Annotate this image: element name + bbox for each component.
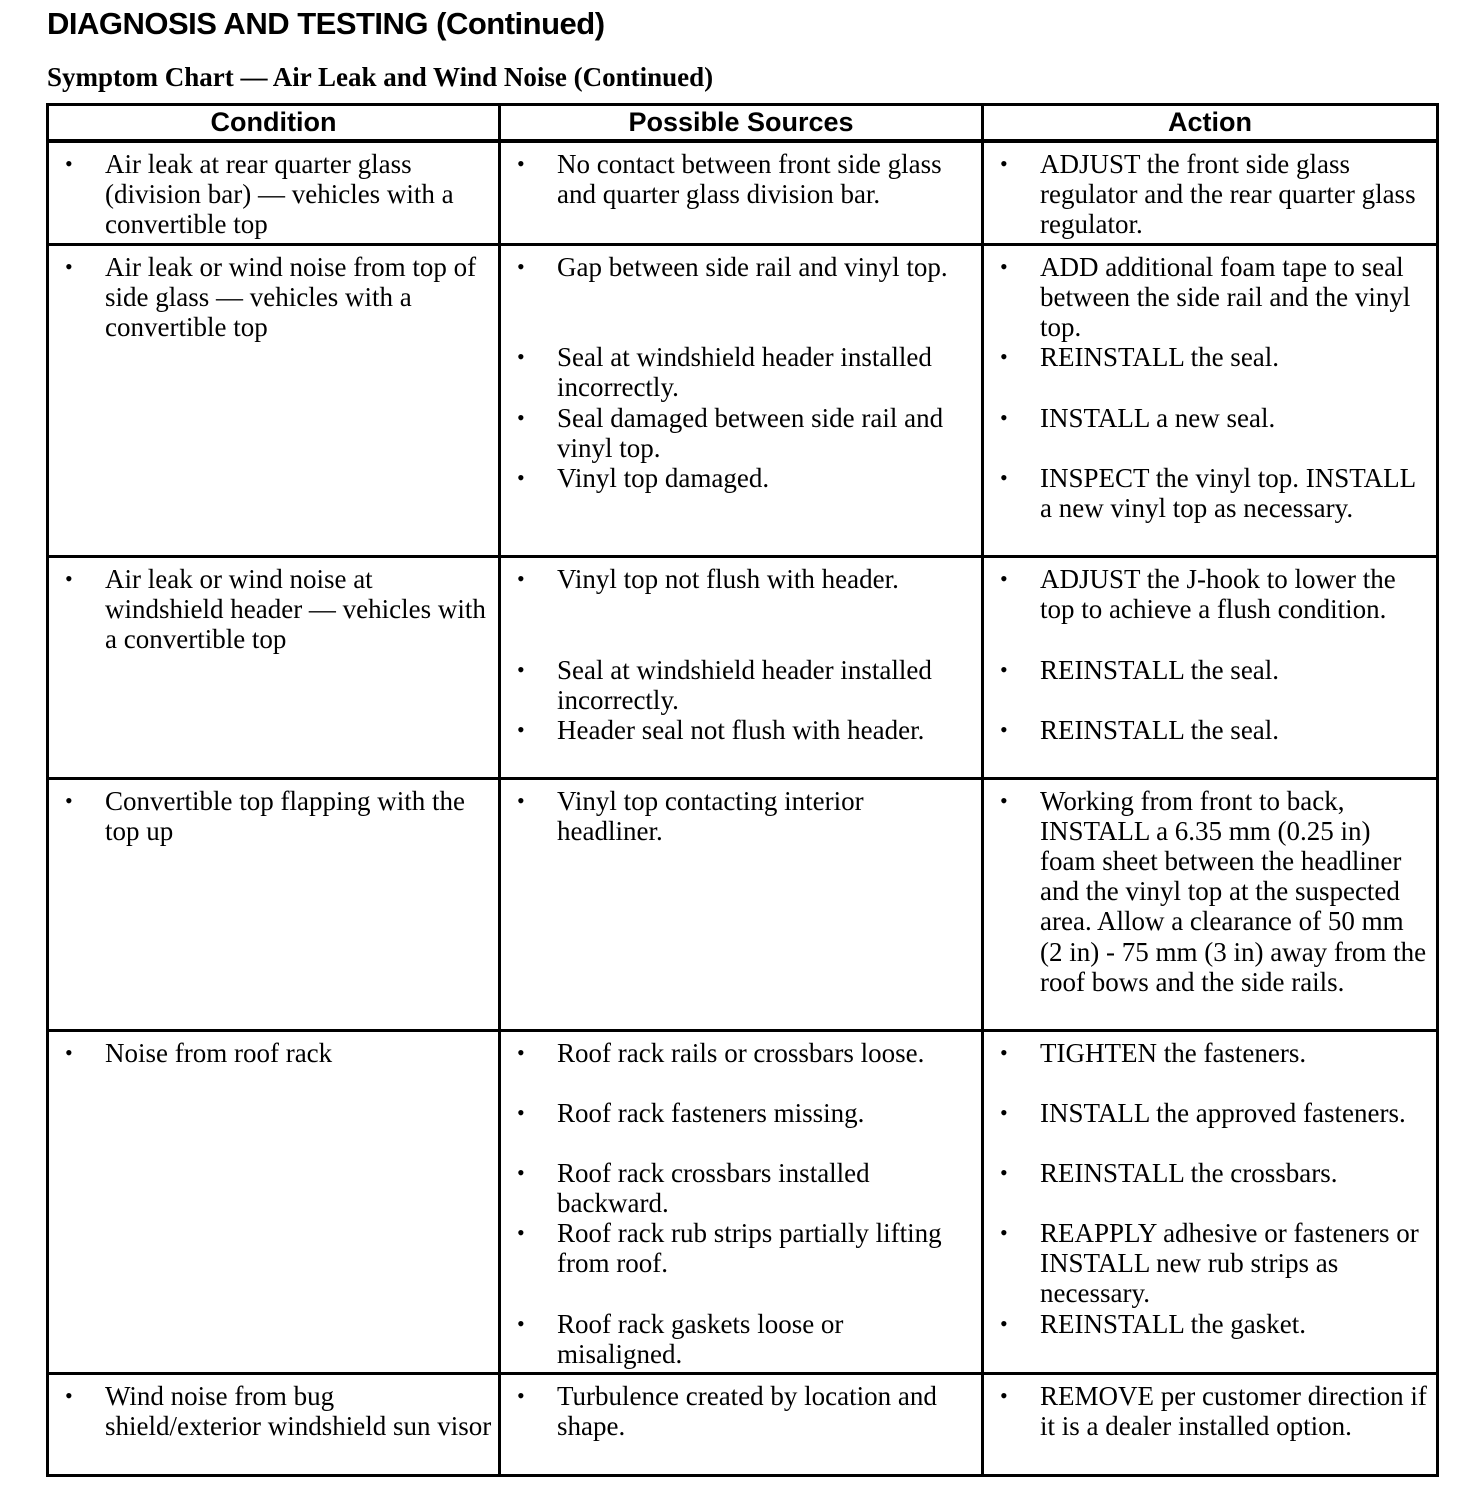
condition-cell	[48, 1030, 500, 1373]
action-item: • Working from front to back, INSTALL a 6.35 mm (0.25 in) foam sheet between the headliner and the vinyl top at the suspected area. Allow a clearance of 50 mm (2 in) - 75 mm (3 in) away from the roof bows and the side rails.	[992, 786, 1430, 997]
source-item: • Roof rack rub strips partially lifting from roof.	[509, 1218, 975, 1309]
action-item: • ADJUST the J-hook to lower the top to achieve a flush condition.	[992, 564, 1430, 655]
column-header-action: Action	[983, 105, 1438, 142]
action-item: • REINSTALL the seal.	[992, 715, 1430, 745]
column-header-possible-sources: Possible Sources	[500, 105, 983, 142]
action-item: • REINSTALL the seal.	[992, 655, 1430, 715]
source-item: • Vinyl top damaged.	[509, 463, 975, 493]
action-cell	[983, 141, 1438, 244]
source-item: • Seal damaged between side rail and vinyl top.	[509, 403, 975, 463]
action-item: • ADJUST the front side glass regulator and the rear quarter glass regulator.	[992, 149, 1430, 240]
sources-cell	[500, 556, 983, 778]
condition-cell	[48, 778, 500, 1030]
sources-cell	[500, 1030, 983, 1373]
action-item: • REINSTALL the crossbars.	[992, 1158, 1430, 1218]
condition-item: • Air leak at rear quarter glass (division bar) — vehicles with a convertible top	[57, 149, 492, 240]
table-row	[48, 1030, 1438, 1373]
column-header-condition: Condition	[48, 105, 500, 142]
condition-item: • Noise from roof rack	[57, 1038, 492, 1068]
action-cell	[983, 244, 1438, 556]
sources-cell	[500, 778, 983, 1030]
source-item: • Turbulence created by location and shape.	[509, 1381, 975, 1441]
source-item: • Roof rack crossbars installed backward.	[509, 1158, 975, 1218]
action-cell	[983, 1374, 1438, 1476]
action-item: • INSTALL a new seal.	[992, 403, 1430, 463]
source-item: • Roof rack gaskets loose or misaligned.	[509, 1309, 975, 1369]
action-item: • ADD additional foam tape to seal between the side rail and the vinyl top.	[992, 252, 1430, 342]
table-row	[48, 141, 1438, 244]
source-item: • Vinyl top contacting interior headliner.	[509, 786, 975, 846]
condition-item: • Convertible top flapping with the top up	[57, 786, 492, 846]
condition-cell	[48, 556, 500, 778]
action-item: • INSTALL the approved fasteners.	[992, 1098, 1430, 1158]
source-item: • Seal at windshield header installed incorrectly.	[509, 342, 975, 403]
table-row	[48, 244, 1438, 556]
source-item: • No contact between front side glass and quarter glass division bar.	[509, 149, 975, 209]
action-item: • TIGHTEN the fasteners.	[992, 1038, 1430, 1098]
source-item: • Vinyl top not flush with header.	[509, 564, 975, 655]
table-row	[48, 1374, 1438, 1476]
table-row	[48, 778, 1438, 1030]
table-row	[48, 556, 1438, 778]
chart-title: Symptom Chart — Air Leak and Wind Noise (Continued)	[47, 62, 714, 92]
sources-cell	[500, 1374, 983, 1476]
action-item: • INSPECT the vinyl top. INSTALL a new vinyl top as necessary.	[992, 463, 1430, 523]
page-title: DIAGNOSIS AND TESTING (Continued)	[47, 6, 605, 41]
source-item: • Seal at windshield header installed incorrectly.	[509, 655, 975, 715]
action-item: • REMOVE per customer direction if it is a dealer installed option.	[992, 1381, 1430, 1441]
sources-cell	[500, 244, 983, 556]
source-item: • Roof rack rails or crossbars loose.	[509, 1038, 975, 1098]
table-header-row	[48, 105, 1438, 142]
action-cell	[983, 1030, 1438, 1373]
source-item: • Roof rack fasteners missing.	[509, 1098, 975, 1158]
action-item: • REAPPLY adhesive or fasteners or INSTALL new rub strips as necessary.	[992, 1218, 1430, 1309]
action-cell	[983, 778, 1438, 1030]
sources-cell	[500, 141, 983, 244]
symptom-table	[46, 103, 1439, 1477]
condition-cell	[48, 244, 500, 556]
condition-cell	[48, 1374, 500, 1476]
condition-item: • Wind noise from bug shield/exterior windshield sun visor	[57, 1381, 492, 1441]
source-item: • Header seal not flush with header.	[509, 715, 975, 745]
action-item: • REINSTALL the gasket.	[992, 1309, 1430, 1339]
action-item: • REINSTALL the seal.	[992, 342, 1430, 403]
condition-item: • Air leak or wind noise from top of side glass — vehicles with a convertible top	[57, 252, 492, 343]
condition-item: • Air leak or wind noise at windshield header — vehicles with a convertible top	[57, 564, 492, 655]
source-item: • Gap between side rail and vinyl top.	[509, 252, 975, 342]
condition-cell	[48, 141, 500, 244]
action-cell	[983, 556, 1438, 778]
